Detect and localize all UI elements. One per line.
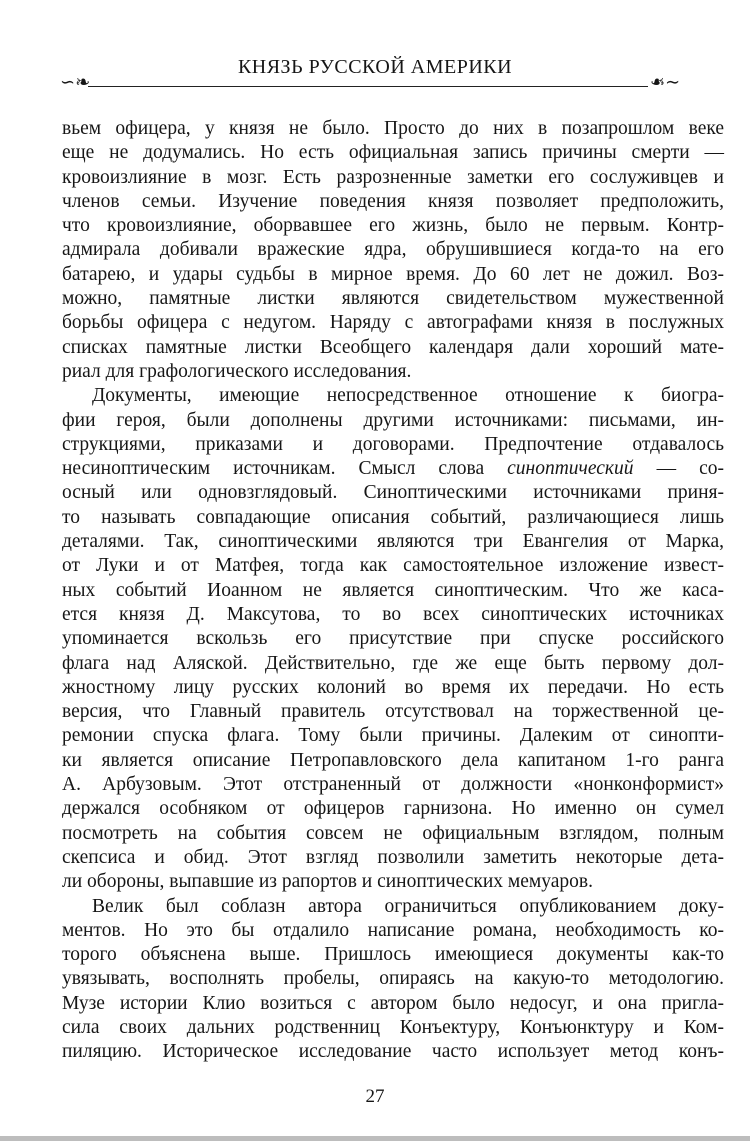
text-line: ется князя Д. Максутова, то во всех синоптических источниках bbox=[62, 603, 724, 625]
paragraph bbox=[62, 895, 724, 1065]
text-line: то называть совпадающие описания событий, различающиеся лишь bbox=[62, 506, 724, 528]
text-line: А. Арбузовым. Этот отстраненный от должности «нонконформист» bbox=[62, 774, 724, 796]
text-line: риал для графологического исследования. bbox=[62, 360, 412, 382]
text-line: батарею, и удары судьбы в мирное время. До 60 лет не дожил. Воз- bbox=[62, 263, 724, 285]
text-segment: — со- bbox=[633, 458, 724, 480]
text-line bbox=[62, 457, 724, 481]
text-line: сила своих дальних родственниц Конъектуру, Конъюнктуру и Ком- bbox=[62, 1016, 724, 1038]
header-rule bbox=[88, 86, 648, 87]
text-line: списках памятные листки Всеобщего календаря дали хороший мате- bbox=[62, 336, 724, 358]
paragraph bbox=[62, 384, 724, 894]
text-line: еще не додумались. Но есть официальная запись причины смерти — bbox=[62, 142, 724, 164]
text-segment: несиноптическим источникам. Смысл слова bbox=[62, 458, 508, 480]
text-line: осный или одновзглядовый. Синоптическими источниками приня- bbox=[62, 482, 724, 504]
italic-term: синоптический bbox=[507, 458, 634, 480]
text-line: держался особняком от офицеров гарнизона. Но именно он сумел bbox=[62, 798, 724, 820]
body-text bbox=[62, 117, 724, 1065]
ornament-left-icon: ∽❧ bbox=[60, 72, 91, 92]
text-line: ки является описание Петропавловского дела капитаном 1-го ранга bbox=[62, 749, 724, 771]
text-line: Велик был соблазн автора ограничиться опубликованием доку- bbox=[92, 895, 724, 917]
text-line: кровоизлияние в мозг. Есть разрозненные заметки его сослуживцев и bbox=[62, 166, 724, 188]
text-line: версия, что Главный правитель отсутствовал на торжественной це- bbox=[62, 701, 724, 723]
text-line: жностному лицу русских колоний во время их передачи. Но есть bbox=[62, 676, 724, 698]
page-number: 27 bbox=[365, 1086, 385, 1107]
text-line: торого объяснена выше. Пришлось имеющиеся документы как-то bbox=[62, 944, 724, 966]
text-line: струкциями, приказами и договорами. Предпочтение отдавалось bbox=[62, 433, 724, 455]
text-line: флага над Аляской. Действительно, где же еще быть первому дол- bbox=[62, 652, 724, 674]
text-line: ных событий Иоанном не является синоптическим. Что же каса- bbox=[62, 579, 724, 601]
text-line: адмирала добивали вражеские ядра, обрушившиеся когда-то на его bbox=[62, 239, 724, 261]
text-line: ли обороны, выпавшие из рапортов и синоптических мемуаров. bbox=[62, 871, 593, 893]
text-line: посмотреть на события совсем не официальным взглядом, полным bbox=[62, 822, 724, 844]
text-line: увязывать, восполнять пробелы, опираясь на какую-то методологию. bbox=[62, 968, 724, 990]
text-line: вьем офицера, у князя не было. Просто до них в позапрошлом веке bbox=[62, 118, 724, 139]
paragraph bbox=[62, 117, 724, 384]
text-line: скепсиса и обид. Этот взгляд позволили заметить некоторые дета- bbox=[62, 846, 724, 868]
text-line: что кровоизлияние, оборвавшее его жизнь, было не первым. Контр- bbox=[62, 215, 724, 237]
text-line: ментов. Но это бы отдалило написание романа, необходимость ко- bbox=[62, 919, 724, 941]
text-line: членов семьи. Изучение поведения князя позволяет предположить, bbox=[62, 190, 724, 212]
scan-bottom-edge bbox=[0, 1136, 750, 1141]
ornament-right-icon: ∽❧ bbox=[650, 72, 681, 92]
text-line: Музе истории Клио возиться с автором было недосуг, и она пригла- bbox=[62, 992, 724, 1014]
text-line: фии героя, были дополнены другими источниками: письмами, ин- bbox=[62, 409, 724, 431]
text-line: упоминается вскользь его присутствие при спуске российского bbox=[62, 628, 724, 650]
running-header-title: КНЯЗЬ РУССКОЙ АМЕРИКИ bbox=[237, 56, 513, 78]
text-line: пиляцию. Историческое исследование часто использует метод конъ- bbox=[62, 1041, 724, 1063]
text-line: от Луки и от Матфея, тогда как самостоятельное изложение извест- bbox=[62, 555, 724, 577]
text-line: Документы, имеющие непосредственное отношение к биогра- bbox=[92, 385, 724, 407]
text-line: деталями. Так, синоптическими являются три Евангелия от Марка, bbox=[62, 531, 724, 553]
text-line: можно, памятные листки являются свидетельством мужественной bbox=[62, 288, 724, 310]
text-line: ремонии спуска флага. Тому были причины. Далеким от синопти- bbox=[62, 725, 724, 747]
text-line: борьбы офицера с недугом. Наряду с автографами князя в послужных bbox=[62, 312, 724, 334]
